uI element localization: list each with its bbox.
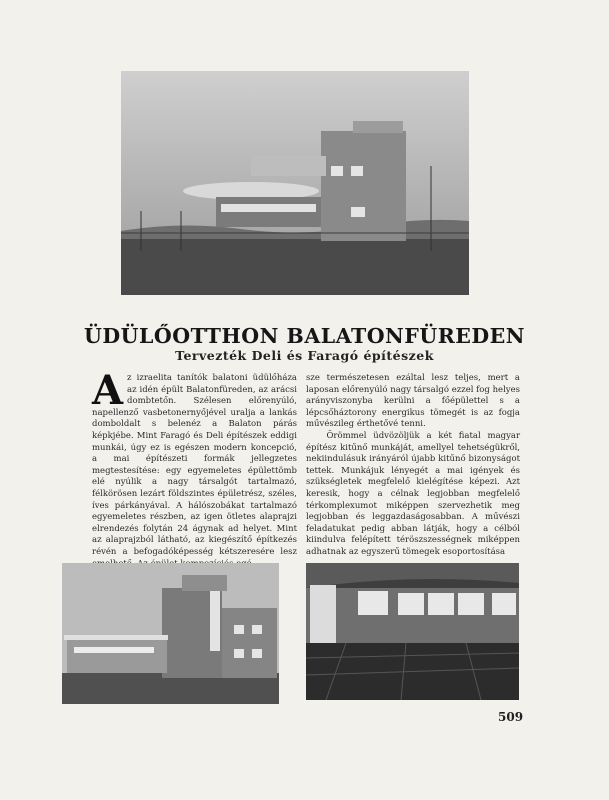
- article-subtitle: Tervezték Deli és Faragó építészek: [175, 348, 434, 363]
- text-column-right: [306, 373, 520, 559]
- right-column-paragraph-2: Örömmel üdvözöljük a két fiatal magyar építész kitűnő munkáját, amellyel tehetségükről, nekiindulásuk irányáról újabb kitűnő bizonyságot tettek. Munkájuk lényegét a mai igények és szükségletek megfelelő kielégítése képezi. Azt keresik, hogy a célnak legjobban megfelelő térkomplexumot miképpen szervezhetik meg legjobban és leggazdaságosabban. A művészi feladatukat pedig abban látják, hogy a célból kiindulva felépített téröszszességnek miképpen adhatnak az egyszerű tömegek esoportosítása: [306, 430, 521, 557]
- exterior-photo-main: [121, 71, 469, 295]
- exterior-side-drawing: [62, 563, 279, 704]
- exterior-photo-drawing: [121, 71, 469, 295]
- text-column-left: [92, 367, 297, 570]
- exterior-photo-side: [62, 563, 279, 704]
- interior-lounge-drawing: [306, 563, 519, 700]
- left-column-text: z izraelita tanítók balatoni üdülőháza az idén épült Balatonfüreden, az arácsi dombtetőn. Szélesen előrenyúló, napellenző vasbetonernyőjével uralja a lankás domboldalt s belenéz a Balaton párás képkjébe. Mint Faragó és Deli építészek eddigi munkái, úgy ez is egészen modern koncepció, a mai építészeti formák jellegzetes megtestesítése: egy egyemeletes épülettömb elé nyúlik a nagy társalgót tartalmazó, félkörösen lezárt földszintes épületrész, széles, íves párkányával. A hálószobákat tartalmazó egyemeletes részben, az igen ötletes alaprajzi elrendezés folytán 24 ágynak ad helyet. Mint az alaprajzból látható, az kiegészítő építkezés révén a befogadóképesség kétszeresére lesz: [92, 373, 297, 557]
- article-title: ÜDÜLŐOTTHON BALATONFÜREDEN: [83, 324, 526, 348]
- drop-cap: A: [92, 367, 124, 414]
- page-number: 509: [498, 710, 524, 724]
- interior-lounge-photo: [306, 563, 519, 700]
- right-column-paragraph-1: sze természetesen ezáltal lesz teljes, mert a laposan előrenyúló nagy társalgó ezzel fog helyes arányviszonyba kerülni a főépülettel s a lépcsőháztorony energikus tömegét is az fogja művészileg érthetővé tenni.: [306, 373, 520, 430]
